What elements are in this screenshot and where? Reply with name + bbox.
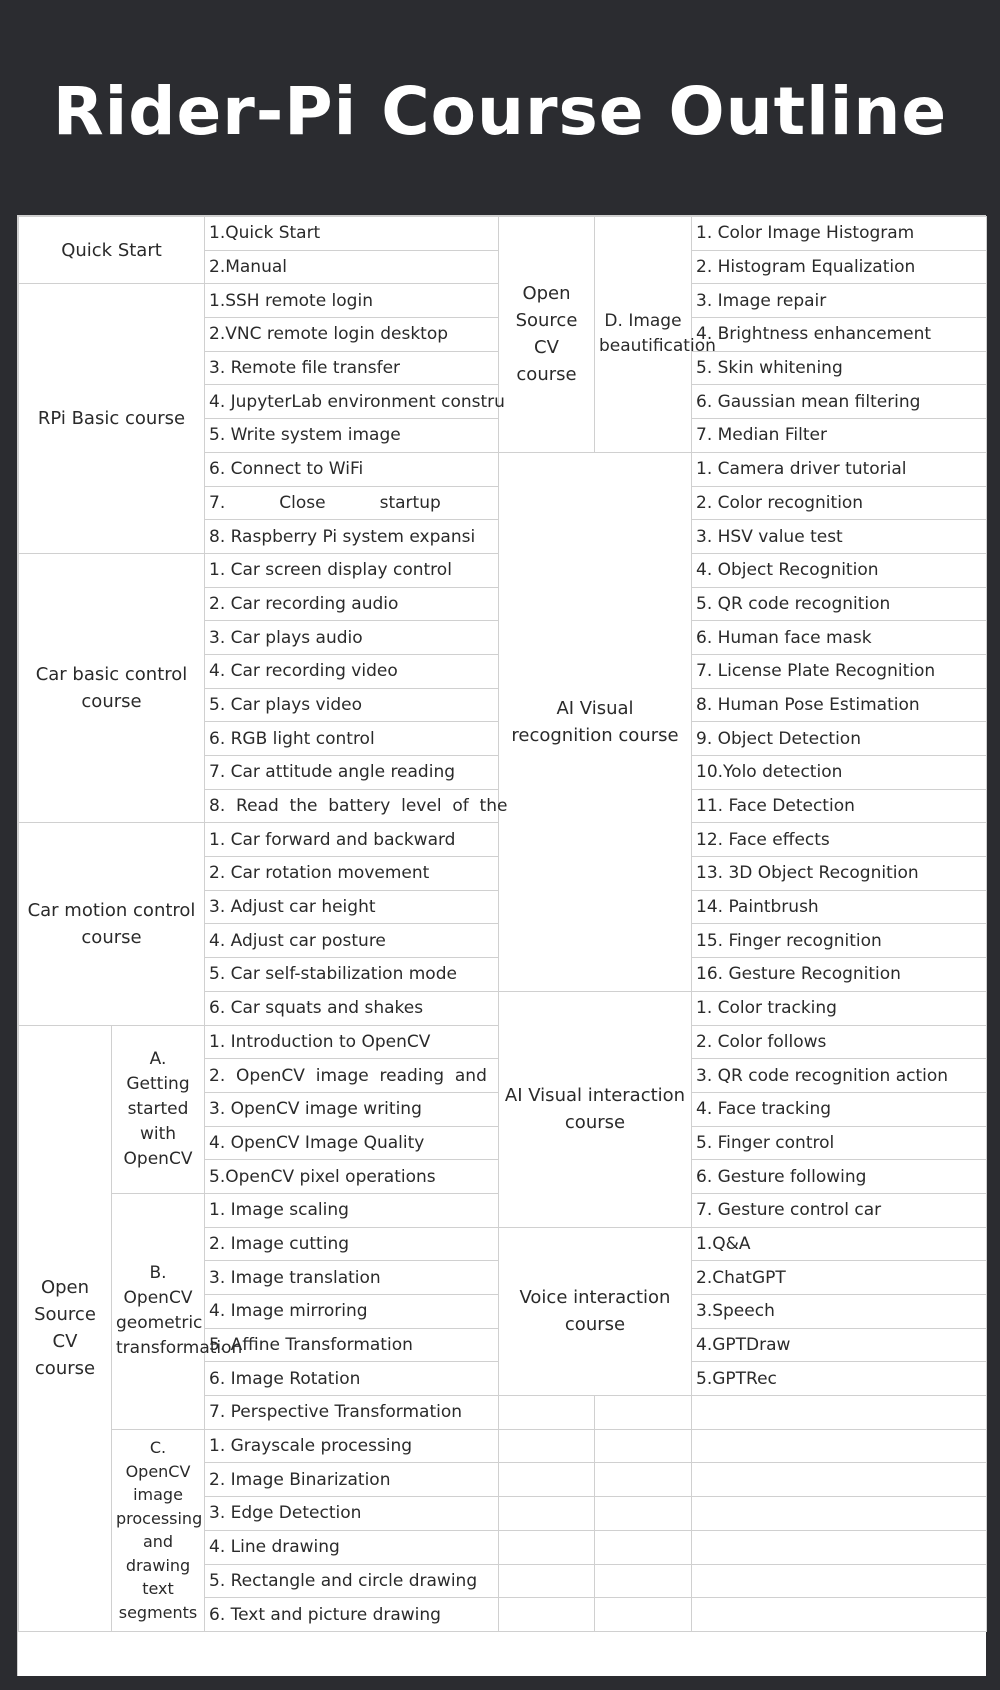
lesson-item: 2.ChatGPT [692,1261,987,1295]
empty-cell [595,1429,692,1463]
lesson-item: 5. Rectangle and circle drawing [205,1564,499,1598]
lesson-item: 7. License Plate Recognition [692,654,987,688]
lesson-item: 3. Edge Detection [205,1497,499,1531]
lesson-item: 7. Gesture control car [692,1193,987,1227]
lesson-item: 1. Introduction to OpenCV [205,1025,499,1059]
lesson-item: 5. Write system image [205,419,499,453]
lesson-item: 1. Camera driver tutorial [692,452,987,486]
lesson-item: 1. Grayscale processing [205,1429,499,1463]
page-title: Rider-Pi Course Outline [52,72,948,150]
course-outline-sheet [17,215,986,1676]
lesson-item: 6. RGB light control [205,722,499,756]
lesson-item: 10.Yolo detection [692,756,987,790]
empty-cell [499,1463,595,1497]
empty-cell [692,1598,987,1632]
lesson-item: 2. Histogram Equalization [692,250,987,284]
lesson-item: 2. Color follows [692,1025,987,1059]
empty-cell [499,1564,595,1598]
group-opencv-image-processing: C. OpenCV image processing and drawing text segments [112,1429,205,1631]
lesson-item: 7. Close startup [205,486,499,520]
lesson-item: 5. Car plays video [205,688,499,722]
lesson-item: 3. Image translation [205,1261,499,1295]
empty-cell [499,1497,595,1531]
category-open-source-cv-right: Open Source CV course [499,217,595,453]
lesson-item: 6. Gesture following [692,1160,987,1194]
lesson-item: 1. Image scaling [205,1193,499,1227]
lesson-item: 5. Finger control [692,1126,987,1160]
lesson-item: 13. 3D Object Recognition [692,857,987,891]
lesson-item: 14. Paintbrush [692,890,987,924]
category-car-basic-control: Car basic control course [19,553,205,823]
lesson-item: 2.Manual [205,250,499,284]
empty-cell [692,1564,987,1598]
lesson-item: 8. Human Pose Estimation [692,688,987,722]
table-row [19,1429,987,1463]
lesson-item: 4. Line drawing [205,1530,499,1564]
lesson-item: 7. Car attitude angle reading [205,756,499,790]
lesson-item: 4. Object Recognition [692,553,987,587]
lesson-item: 5. QR code recognition [692,587,987,621]
lesson-item: 8. Read the battery level of the [205,789,499,823]
lesson-item: 11. Face Detection [692,789,987,823]
category-open-source-cv: Open Source CV course [19,1025,112,1631]
category-ai-visual-interaction: AI Visual interaction course [499,991,692,1227]
lesson-item: 6. Car squats and shakes [205,991,499,1025]
empty-cell [595,1396,692,1430]
lesson-item: 4. Brightness enhancement [692,318,987,352]
empty-cell [499,1598,595,1632]
empty-cell [595,1564,692,1598]
lesson-item: 3. OpenCV image writing [205,1092,499,1126]
lesson-item: 9. Object Detection [692,722,987,756]
category-voice-interaction: Voice interaction course [499,1227,692,1395]
empty-cell [692,1429,987,1463]
empty-cell [595,1530,692,1564]
lesson-item: 5.OpenCV pixel operations [205,1160,499,1194]
lesson-item: 1.Q&A [692,1227,987,1261]
empty-cell [692,1396,987,1430]
lesson-item: 6. Human face mask [692,621,987,655]
lesson-item: 3. QR code recognition action [692,1059,987,1093]
lesson-item: 5. Car self-stabilization mode [205,958,499,992]
lesson-item: 3. Image repair [692,284,987,318]
lesson-item: 4.GPTDraw [692,1328,987,1362]
lesson-item: 1. Color tracking [692,991,987,1025]
empty-cell [499,1396,595,1430]
lesson-item: 8. Raspberry Pi system expansi [205,520,499,554]
empty-cell [692,1463,987,1497]
lesson-item: 1. Color Image Histogram [692,217,987,251]
table-row [19,217,987,251]
lesson-item: 2. Car recording audio [205,587,499,621]
lesson-item: 7. Perspective Transformation [205,1396,499,1430]
group-getting-started-opencv: A. Getting started with OpenCV [112,1025,205,1193]
lesson-item: 4. OpenCV Image Quality [205,1126,499,1160]
empty-cell [595,1463,692,1497]
lesson-item: 12. Face effects [692,823,987,857]
category-rpi-basic: RPi Basic course [19,284,205,554]
lesson-item: 6. Connect to WiFi [205,452,499,486]
lesson-item: 2. OpenCV image reading and [205,1059,499,1093]
category-ai-visual-recognition: AI Visual recognition course [499,452,692,991]
category-car-motion-control: Car motion control course [19,823,205,1025]
lesson-item: 5.GPTRec [692,1362,987,1396]
lesson-item: 3. Remote file transfer [205,351,499,385]
lesson-item: 2.VNC remote login desktop [205,318,499,352]
lesson-item: 6. Text and picture drawing [205,1598,499,1632]
empty-cell [692,1530,987,1564]
empty-cell [499,1429,595,1463]
lesson-item: 7. Median Filter [692,419,987,453]
lesson-item: 6. Gaussian mean filtering [692,385,987,419]
empty-cell [692,1497,987,1531]
empty-cell [595,1497,692,1531]
lesson-item: 6. Image Rotation [205,1362,499,1396]
lesson-item: 16. Gesture Recognition [692,958,987,992]
lesson-item: 3. Adjust car height [205,890,499,924]
lesson-item: 5. Skin whitening [692,351,987,385]
lesson-item: 2. Car rotation movement [205,857,499,891]
category-quick-start: Quick Start [19,217,205,284]
lesson-item: 2. Color recognition [692,486,987,520]
lesson-item: 4. JupyterLab environment constru [205,385,499,419]
lesson-item: 1.SSH remote login [205,284,499,318]
lesson-item: 4. Adjust car posture [205,924,499,958]
lesson-item: 5. Affine Transformation [205,1328,499,1362]
empty-cell [595,1598,692,1632]
lesson-item: 15. Finger recognition [692,924,987,958]
lesson-item: 3. HSV value test [692,520,987,554]
group-opencv-geometric-transformation: B. OpenCV geometric transformation [112,1193,205,1429]
lesson-item: 1. Car screen display control [205,553,499,587]
lesson-item: 1.Quick Start [205,217,499,251]
group-image-beautification: D. Image beautification [595,217,692,453]
course-outline-table [18,216,987,1632]
lesson-item: 4. Car recording video [205,654,499,688]
lesson-item: 2. Image cutting [205,1227,499,1261]
lesson-item: 3.Speech [692,1295,987,1329]
lesson-item: 2. Image Binarization [205,1463,499,1497]
lesson-item: 4. Face tracking [692,1092,987,1126]
lesson-item: 4. Image mirroring [205,1295,499,1329]
lesson-item: 3. Car plays audio [205,621,499,655]
empty-cell [499,1530,595,1564]
lesson-item: 1. Car forward and backward [205,823,499,857]
